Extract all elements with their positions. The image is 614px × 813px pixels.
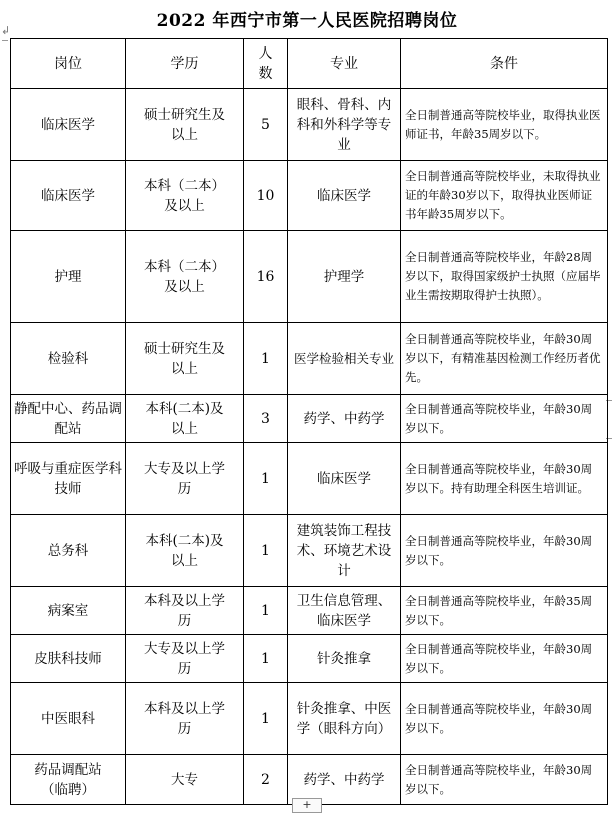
table-row bbox=[11, 683, 608, 755]
cell-major: 护理学 bbox=[288, 231, 401, 323]
cell-education: 硕士研究生及以上 bbox=[126, 89, 244, 161]
cell-count: 3 bbox=[244, 395, 288, 443]
cell-major: 药学、中药学 bbox=[288, 395, 401, 443]
cell-education: 本科(二本)及以上 bbox=[126, 515, 244, 587]
cell-post: 检验科 bbox=[11, 323, 126, 395]
table-row bbox=[11, 161, 608, 231]
cell-major: 卫生信息管理、临床医学 bbox=[288, 587, 401, 635]
table-row bbox=[11, 231, 608, 323]
recruitment-table bbox=[10, 38, 608, 805]
cell-condition: 全日制普通高等院校毕业，年龄30周岁以下。 bbox=[401, 635, 608, 683]
cell-education: 大专及以上学历 bbox=[126, 635, 244, 683]
cell-condition: 全日制普通高等院校毕业，年龄30周岁以下。 bbox=[401, 515, 608, 587]
cell-major: 药学、中药学 bbox=[288, 755, 401, 805]
cell-post: 总务科 bbox=[11, 515, 126, 587]
cell-condition: 全日制普通高等院校毕业，年龄30周岁以下。 bbox=[401, 683, 608, 755]
cell-count: 1 bbox=[244, 515, 288, 587]
cell-education: 本科及以上学历 bbox=[126, 683, 244, 755]
cell-count: 1 bbox=[244, 635, 288, 683]
header-condition: 条件 bbox=[401, 39, 608, 89]
table-row bbox=[11, 323, 608, 395]
table-row bbox=[11, 443, 608, 515]
cell-count: 16 bbox=[244, 231, 288, 323]
cell-post: 皮肤科技师 bbox=[11, 635, 126, 683]
cell-count: 1 bbox=[244, 443, 288, 515]
cell-education: 大专及以上学历 bbox=[126, 443, 244, 515]
cell-post: 护理 bbox=[11, 231, 126, 323]
cell-post: 中医眼科 bbox=[11, 683, 126, 755]
table-row bbox=[11, 395, 608, 443]
cell-major: 医学检验相关专业 bbox=[288, 323, 401, 395]
header-major: 专业 bbox=[288, 39, 401, 89]
cell-major: 临床医学 bbox=[288, 443, 401, 515]
cell-post: 呼吸与重症医学科技师 bbox=[11, 443, 126, 515]
cell-major: 眼科、骨科、内科和外科学等专业 bbox=[288, 89, 401, 161]
cell-post: 临床医学 bbox=[11, 89, 126, 161]
table-row bbox=[11, 89, 608, 161]
cell-major: 针灸推拿、中医学（眼科方向） bbox=[288, 683, 401, 755]
cell-education: 本科及以上学历 bbox=[126, 587, 244, 635]
cell-post: 药品调配站（临聘） bbox=[11, 755, 126, 805]
cell-condition: 全日制普通高等院校毕业，年龄30周岁以下，有精准基因检测工作经历者优先。 bbox=[401, 323, 608, 395]
cell-major: 建筑装饰工程技术、环境艺术设计 bbox=[288, 515, 401, 587]
header-post: 岗位 bbox=[11, 39, 126, 89]
cell-education: 本科（二本）及以上 bbox=[126, 231, 244, 323]
cell-count: 5 bbox=[244, 89, 288, 161]
table-add-handle[interactable] bbox=[292, 798, 322, 813]
cell-count: 1 bbox=[244, 323, 288, 395]
cell-education: 硕士研究生及以上 bbox=[126, 323, 244, 395]
cell-education: 大专 bbox=[126, 755, 244, 805]
page-title: 2022 年西宁市第一人民医院招聘岗位 bbox=[156, 11, 458, 31]
cell-condition: 全日制普通高等院校毕业，年龄30周岁以下。持有助理全科医生培训证。 bbox=[401, 443, 608, 515]
cell-post: 病案室 bbox=[11, 587, 126, 635]
header-count: 人数 bbox=[244, 39, 288, 89]
cell-education: 本科(二本)及以上 bbox=[126, 395, 244, 443]
cell-count: 2 bbox=[244, 755, 288, 805]
cell-major: 针灸推拿 bbox=[288, 635, 401, 683]
cell-post: 静配中心、药品调配站 bbox=[11, 395, 126, 443]
cell-count: 1 bbox=[244, 683, 288, 755]
table-row bbox=[11, 635, 608, 683]
table-row bbox=[11, 755, 608, 805]
cell-count: 1 bbox=[244, 587, 288, 635]
cell-condition: 全日制普通高等院校毕业，年龄30周岁以下。 bbox=[401, 395, 608, 443]
cell-post: 临床医学 bbox=[11, 161, 126, 231]
cell-major: 临床医学 bbox=[288, 161, 401, 231]
header-education: 学历 bbox=[126, 39, 244, 89]
cell-condition: 全日制普通高等院校毕业，年龄30周岁以下。 bbox=[401, 755, 608, 805]
left-margin-mark bbox=[2, 40, 8, 41]
cell-count: 10 bbox=[244, 161, 288, 231]
recruitment-table-wrapper bbox=[10, 38, 607, 805]
cell-condition: 全日制普通高等院校毕业，年龄28周岁以下，取得国家级护士执照（应届毕业生需按期取得护士执照）。 bbox=[401, 231, 608, 323]
table-row bbox=[11, 515, 608, 587]
cell-condition: 全日制普通高等院校毕业，未取得执业证的年龄30岁以下，取得执业医师证书年龄35周岁以下。 bbox=[401, 161, 608, 231]
table-header-row bbox=[11, 39, 608, 89]
cell-condition: 全日制普通高等院校毕业，年龄35周岁以下。 bbox=[401, 587, 608, 635]
plus-icon: + bbox=[302, 798, 312, 811]
table-row bbox=[11, 587, 608, 635]
cell-condition: 全日制普通高等院校毕业，取得执业医师证书，年龄35周岁以下。 bbox=[401, 89, 608, 161]
cell-education: 本科（二本）及以上 bbox=[126, 161, 244, 231]
arrow-icon: ↲ bbox=[1, 24, 11, 37]
